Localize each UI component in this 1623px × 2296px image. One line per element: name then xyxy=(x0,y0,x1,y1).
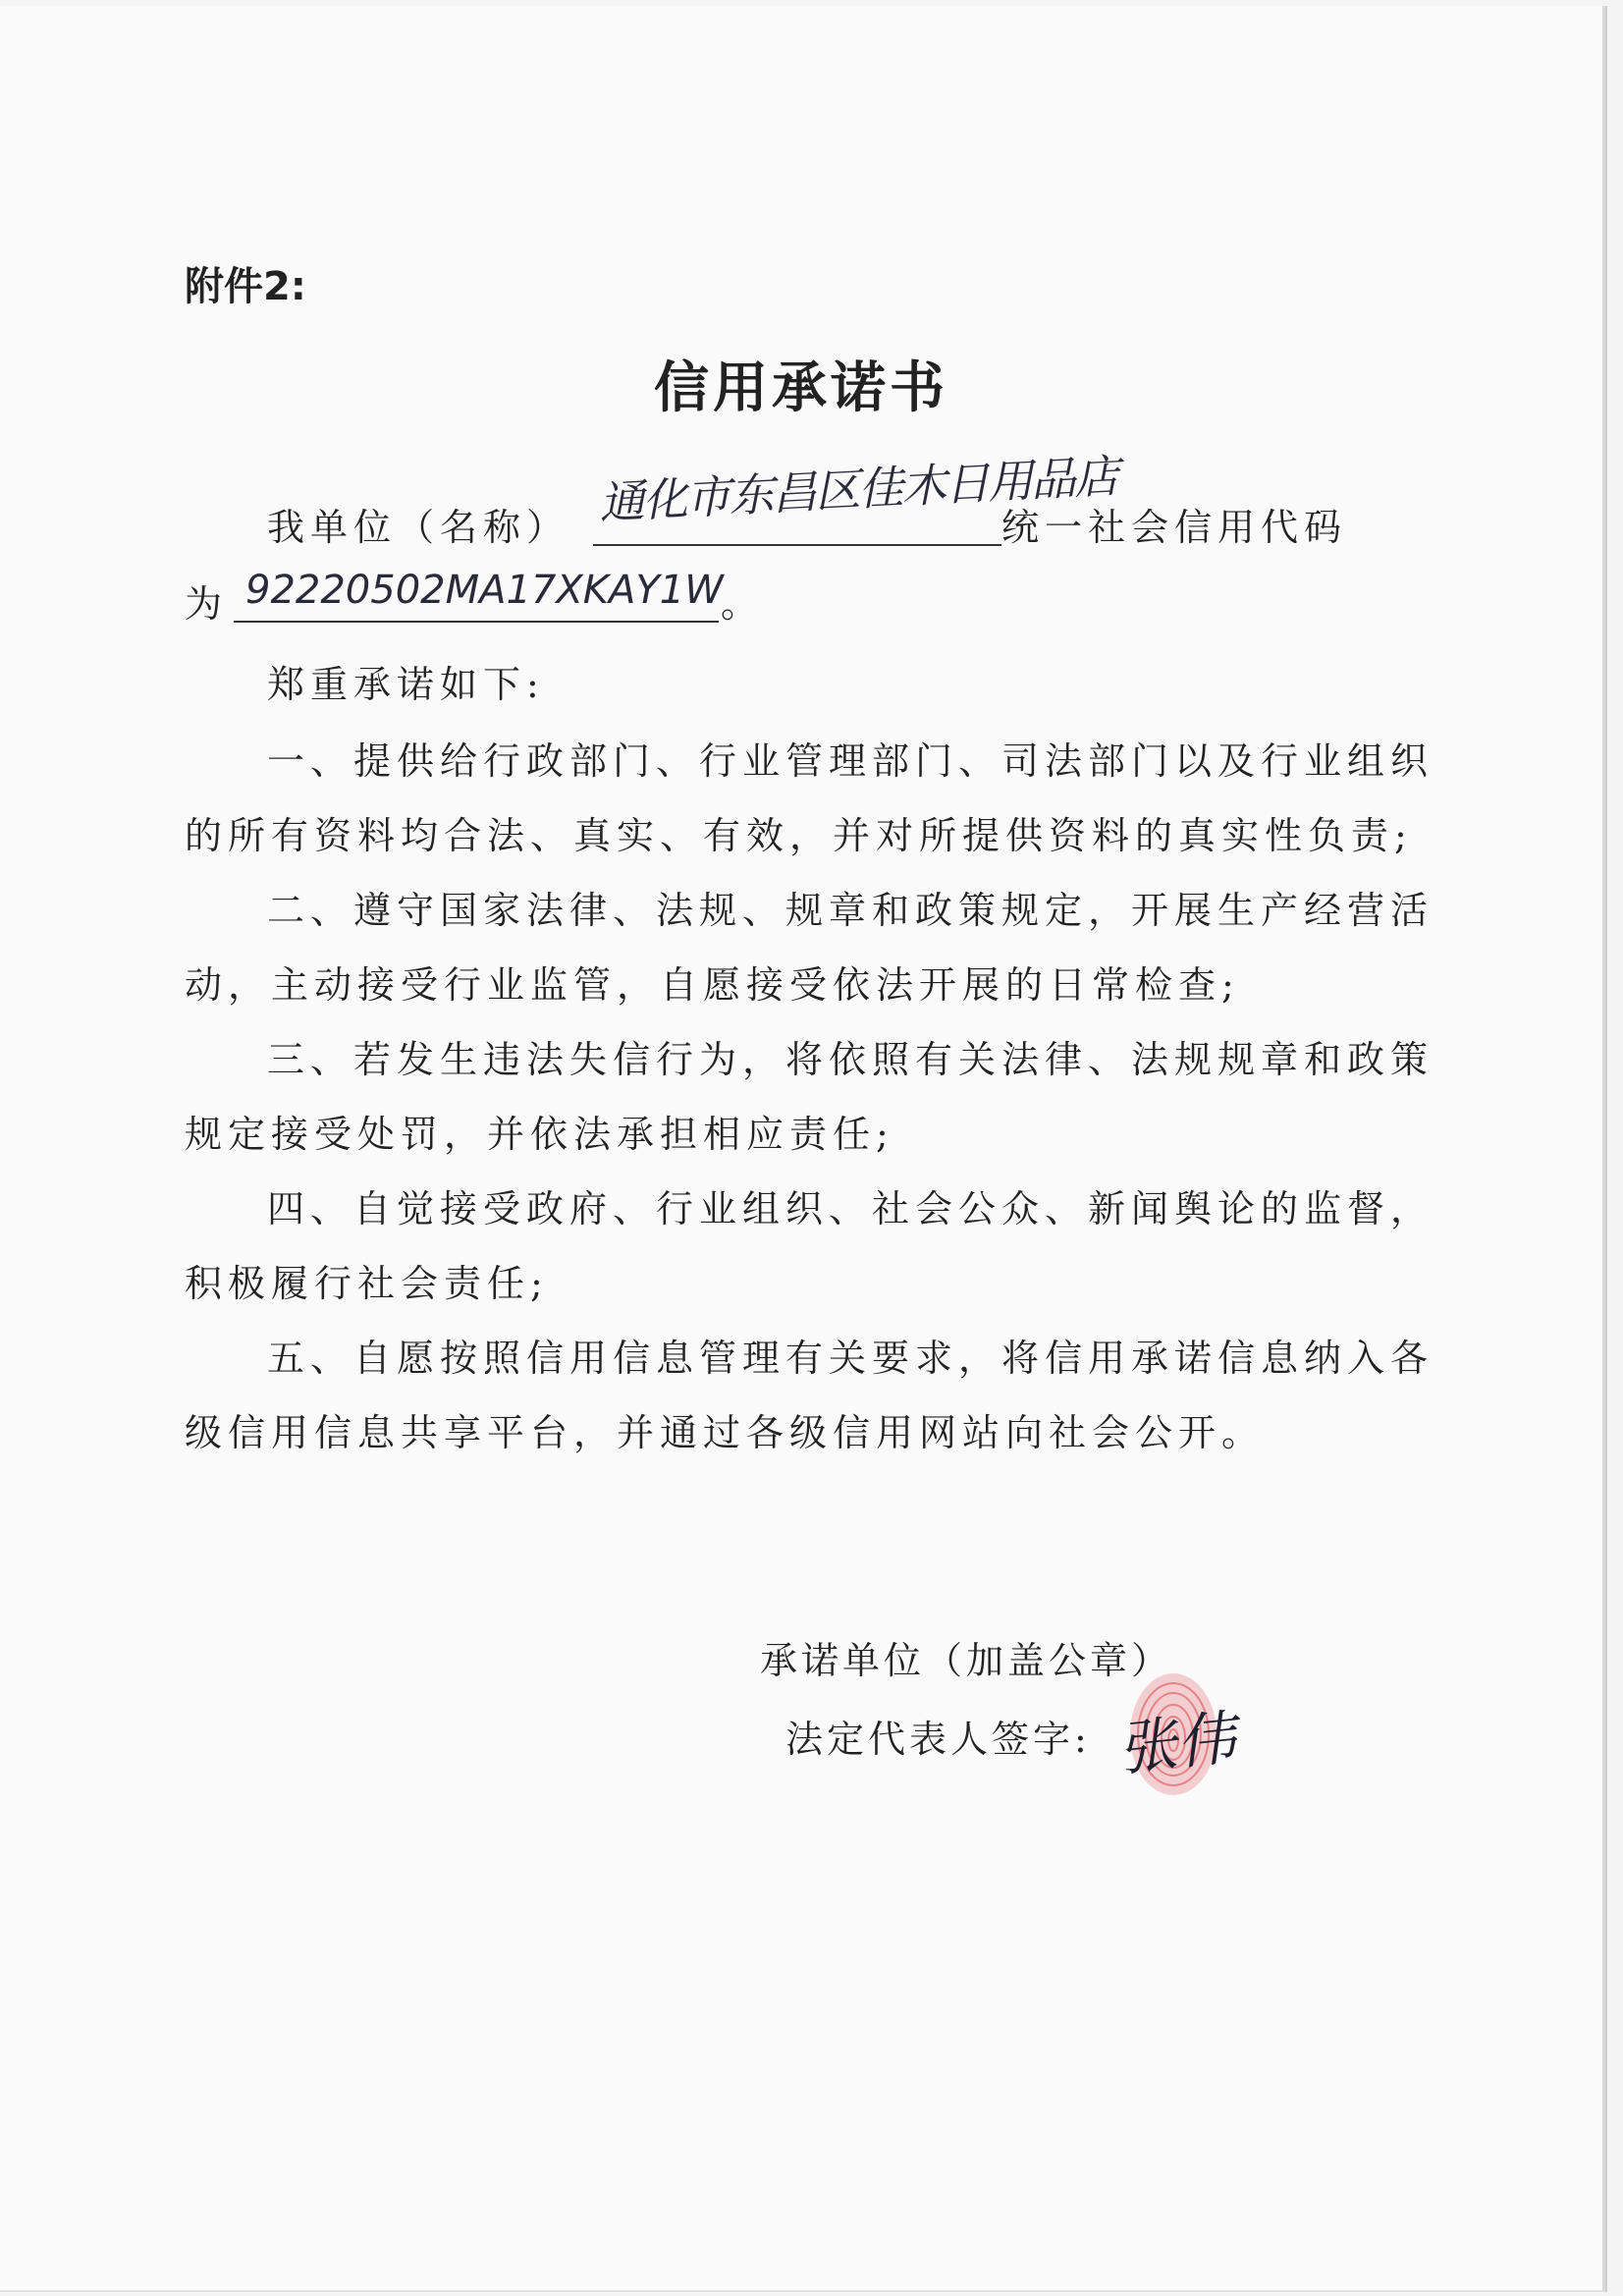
commit-heading: 郑重承诺如下: xyxy=(267,663,545,706)
item-5-line-2: 级信用信息共享平台，并通过各级信用网站向社会公开。 xyxy=(185,1411,1266,1454)
item-2-line-2: 动，主动接受行业监管，自愿接受依法开展的日常检查; xyxy=(185,963,1240,1007)
intro-prefix: 我单位（名称） xyxy=(267,506,570,549)
item-5-line-1: 五、自愿按照信用信息管理有关要求，将信用承诺信息纳入各 xyxy=(267,1337,1434,1380)
item-3-line-2: 规定接受处罚，并依法承担相应责任; xyxy=(185,1113,894,1156)
document-title: 信用承诺书 xyxy=(654,356,948,420)
unit-name-handwritten: 通化市东昌区佳木日用品店 xyxy=(598,449,1119,530)
item-3-line-1: 三、若发生违法失信行为，将依照有关法律、法规规章和政策 xyxy=(267,1038,1434,1081)
credit-code-handwritten: 92220502MA17XKAY1W xyxy=(245,568,724,613)
intro-after-name: 统一社会信用代码 xyxy=(1001,506,1348,549)
intro-code-suffix: 。 xyxy=(721,582,765,626)
item-1-line-2: 的所有资料均合法、真实、有效，并对所提供资料的真实性负责; xyxy=(185,814,1413,857)
intro-code-prefix: 为 xyxy=(185,582,229,626)
attachment-label: 附件2: xyxy=(185,264,306,309)
item-4-line-2: 积极履行社会责任; xyxy=(185,1262,549,1305)
legal-rep-label: 法定代表人签字: xyxy=(785,1718,1091,1761)
legal-rep-signature: 张伟 xyxy=(1114,1703,1239,1785)
credit-code-underline xyxy=(234,621,719,623)
document-page xyxy=(0,6,1605,2292)
item-1-line-1: 一、提供给行政部门、行业管理部门、司法部门以及行业组织 xyxy=(267,739,1434,783)
item-2-line-1: 二、遵守国家法律、法规、规章和政策规定，开展生产经营活 xyxy=(267,889,1434,932)
promising-unit-label: 承诺单位（加盖公章） xyxy=(760,1639,1173,1682)
item-4-line-1: 四、自觉接受政府、行业组织、社会公众、新闻舆论的监督， xyxy=(267,1187,1434,1230)
unit-name-underline xyxy=(593,544,1001,546)
